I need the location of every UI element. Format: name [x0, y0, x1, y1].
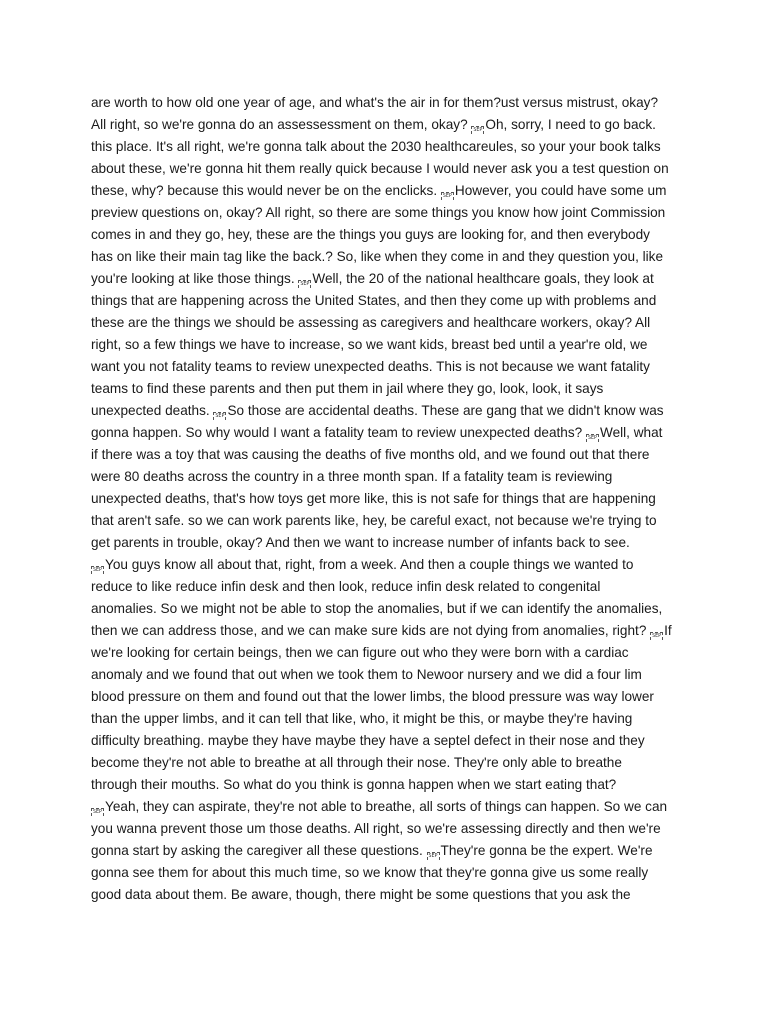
text-segment: right, so a few things we have to increase, so we want kids, breast bed until a year're old, we — [91, 337, 648, 352]
separator-glyph-icon: SEP — [441, 192, 454, 202]
text-segment: get parents in trouble, okay? And then we want to increase number of infants back to see. — [91, 535, 630, 550]
text-segment: Well, the 20 of the national healthcare goals, they look at — [312, 271, 654, 286]
text-line — [91, 356, 691, 378]
text-line — [91, 862, 691, 884]
text-segment: anomalies. So we might not be able to stop the anomalies, but if we can identify the anomalies, — [91, 601, 663, 616]
text-segment: these are the things we should be assessing as caregivers and healthcare workers, okay? All — [91, 315, 651, 330]
text-line — [91, 268, 691, 290]
text-segment: gonna see them for about this much time, so we know that they're gonna give us some really — [91, 865, 649, 880]
text-segment: are worth to how old one year of age, and what's the air in for them?ust versus mistrust, okay? — [91, 95, 659, 110]
separator-glyph-icon: SEP — [91, 566, 104, 576]
text-segment: unexpected deaths, that's how toys get more like, this is not safe for things that are happening — [91, 491, 656, 506]
text-segment: if there was a toy that was causing the deaths of five months old, and we found out that there — [91, 447, 650, 462]
text-line — [91, 378, 691, 400]
text-segment: teams to find these parents and then put them in jail where they go, look, look, it says — [91, 381, 604, 396]
text-line — [91, 422, 691, 444]
text-line — [91, 510, 691, 532]
text-segment: If — [664, 623, 672, 638]
text-line — [91, 136, 691, 158]
text-line — [91, 620, 691, 642]
text-line — [91, 400, 691, 422]
text-segment: unexpected deaths. — [91, 403, 214, 418]
text-line — [91, 818, 691, 840]
text-segment: that aren't safe. so we can work parents like, hey, be careful exact, not because we're trying to — [91, 513, 657, 528]
text-line — [91, 642, 691, 664]
separator-glyph-icon: SEP — [650, 632, 663, 642]
text-line — [91, 224, 691, 246]
text-line — [91, 752, 691, 774]
text-line — [91, 796, 691, 818]
text-segment: Oh, sorry, I need to go back. — [485, 117, 656, 132]
text-segment: things that are happening across the United States, and then they come up with problems and — [91, 293, 657, 308]
text-segment: you're looking at like those things. — [91, 271, 299, 286]
text-line — [91, 202, 691, 224]
text-segment: through their mouths. So what do you think is gonna happen when we start eating that? — [91, 777, 617, 792]
text-segment: you wanna prevent those um those deaths. All right, so we're assessing directly and then we're — [91, 821, 661, 836]
text-line — [91, 312, 691, 334]
text-segment: want you not fatality teams to review unexpected deaths. This is not because we want fatality — [91, 359, 650, 374]
text-line — [91, 774, 691, 796]
text-segment: anomaly and we found that out when we took them to Newoor nursery and we did a four lim — [91, 667, 642, 682]
text-segment: blood pressure on them and found out that the lower limbs, the blood pressure was way lower — [91, 689, 654, 704]
text-line — [91, 664, 691, 686]
text-line — [91, 840, 691, 862]
text-line — [91, 114, 691, 136]
text-segment: Yeah, they can aspirate, they're not able to breathe, all sorts of things can happen. So we can — [105, 799, 668, 814]
text-segment: these, why? because this would never be on the enclicks. — [91, 183, 441, 198]
text-segment: we're looking for certain beings, then we can figure out who they were born with a cardiac — [91, 645, 629, 660]
text-line — [91, 466, 691, 488]
text-segment: Well, what — [599, 425, 663, 440]
text-line — [91, 334, 691, 356]
text-line — [91, 884, 691, 906]
text-segment: reduce to like reduce infin desk and then look, reduce infin desk related to congenital — [91, 579, 601, 594]
text-line — [91, 730, 691, 752]
text-segment: about these, we're gonna hit them really quick because I would never ask you a test question on — [91, 161, 669, 176]
text-segment: then we can address those, and we can make sure kids are not dying from anomalies, right? — [91, 623, 651, 638]
text-segment: gonna start by asking the caregiver all these questions. — [91, 843, 427, 858]
text-line — [91, 554, 691, 576]
text-segment: become they're not able to breathe at all through their nose. They're only able to breathe — [91, 755, 622, 770]
text-line — [91, 290, 691, 312]
separator-glyph-icon: SEP — [471, 126, 484, 136]
text-line — [91, 708, 691, 730]
text-line — [91, 92, 691, 114]
text-line — [91, 598, 691, 620]
text-segment: preview questions on, okay? All right, so there are some things you know how joint Commission — [91, 205, 666, 220]
text-line — [91, 488, 691, 510]
text-segment: gonna happen. So why would I want a fatality team to review unexpected deaths? — [91, 425, 586, 440]
text-line — [91, 246, 691, 268]
separator-glyph-icon: SEP — [298, 280, 311, 290]
text-segment: than the upper limbs, and it can tell that like, who, it might be this, or maybe they're having — [91, 711, 633, 726]
text-line — [91, 686, 691, 708]
text-line — [91, 158, 691, 180]
text-segment: has on like their main tag like the back.? So, like when they come in and they question you, like — [91, 249, 664, 264]
text-segment: So those are accidental deaths. These are gang that we didn't know was — [227, 403, 664, 418]
text-segment: You guys know all about that, right, from a week. And then a couple things we wanted to — [105, 557, 634, 572]
separator-glyph-icon: SEP — [213, 412, 226, 422]
text-segment: However, you could have some um — [454, 183, 667, 198]
text-line — [91, 576, 691, 598]
text-segment: comes in and they go, hey, these are the things you guys are looking for, and then everybody — [91, 227, 650, 242]
text-line — [91, 532, 691, 554]
text-line — [91, 180, 691, 202]
separator-glyph-icon: SEP — [91, 808, 104, 818]
text-segment: were 80 deaths across the country in a three month span. If a fatality team is reviewing — [91, 469, 613, 484]
text-segment: this place. It's all right, we're gonna talk about the 2030 healthcareules, so your your book talks — [91, 139, 661, 154]
text-line — [91, 444, 691, 466]
separator-glyph-icon: SEP — [427, 852, 440, 862]
text-segment: good data about them. Be aware, though, there might be some questions that you ask the — [91, 887, 631, 902]
text-segment: They're gonna be the expert. We're — [440, 843, 653, 858]
transcript-text — [91, 92, 691, 906]
separator-glyph-icon: SEP — [586, 434, 599, 444]
text-segment: difficulty breathing. maybe they have maybe they have a septel defect in their nose and they — [91, 733, 645, 748]
text-segment: All right, so we're gonna do an assessessment on them, okay? — [91, 117, 472, 132]
